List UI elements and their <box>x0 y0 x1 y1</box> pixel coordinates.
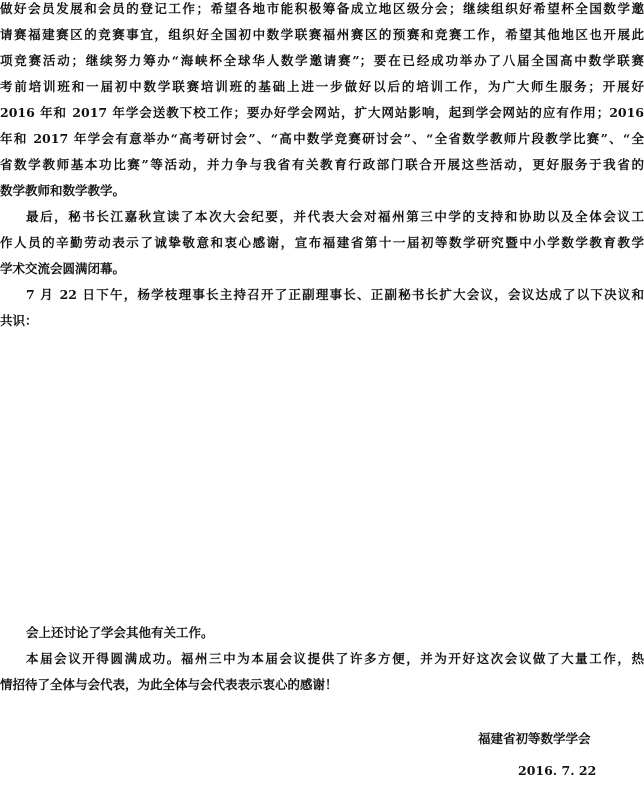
text-line: 考前培训班和一届初中数学联赛培训班的基础上进一步做好以后的培训工作，为广大师生服务；开展好 <box>0 79 644 94</box>
text-line: 共识： <box>0 313 38 328</box>
text-line: 最后，秘书长江嘉秋宣读了本次大会纪要，并代表大会对福州第三中学的支持和协助以及全体会议工 <box>26 209 644 224</box>
signature-organization: 福建省初等数学学会 <box>478 731 591 746</box>
paragraph-other-matters: 会上还讨论了学会其他有关工作。 <box>26 625 214 640</box>
text-line: 7 月 22 日下午，杨学枝理事长主持召开了正副理事长、正副秘书长扩大会议，会议达成了以下决议和 <box>26 287 644 302</box>
text-line: 作人员的辛勤劳动表示了诚挚敬意和衷心感谢，宣布福建省第十一届初等数学研究暨中小学数学教育教学 <box>0 235 644 250</box>
text-line: 2016 年和 2017 年学会送教下校工作；要办好学会网站，扩大网站影响，起到学会网站的应有作用；2016 <box>0 105 644 120</box>
text-line: 年和 2017 年学会有意举办“高考研讨会”、“高中数学竞赛研讨会”、“全省数学教师片段教学比赛”、“全 <box>0 131 644 146</box>
text-line: 情招待了全体与会代表，为此全体与会代表表示衷心的感谢！ <box>0 677 338 692</box>
text-line: 本届会议开得圆满成功。福州三中为本届会议提供了许多方便，并为开好这次会议做了大量工作，热 <box>26 651 644 666</box>
text-line: 数学教师和数学教学。 <box>0 183 126 198</box>
text-line: 请赛福建赛区的竞赛事宜，组织好全国初中数学联赛福州赛区的预赛和竞赛工作，希望其他地区也开展此 <box>0 27 644 42</box>
text-line: 省数学教师基本功比赛”等活动，并力争与我省有关教育行政部门联合开展这些活动，更好服务于我省的 <box>0 157 644 172</box>
signature-date: 2016. 7. 22 <box>518 763 597 778</box>
text-line: 学术交流会圆满闭幕。 <box>0 261 126 276</box>
text-line: 项竞赛活动；继续努力筹办“海峡杯全球华人数学邀请赛”；要在已经成功举办了八届全国高中数学联赛 <box>0 53 644 68</box>
text-line: 做好会员发展和会员的登记工作；希望各地市能积极筹备成立地区级分会；继续组织好希望杯全国数学邀 <box>0 1 644 16</box>
